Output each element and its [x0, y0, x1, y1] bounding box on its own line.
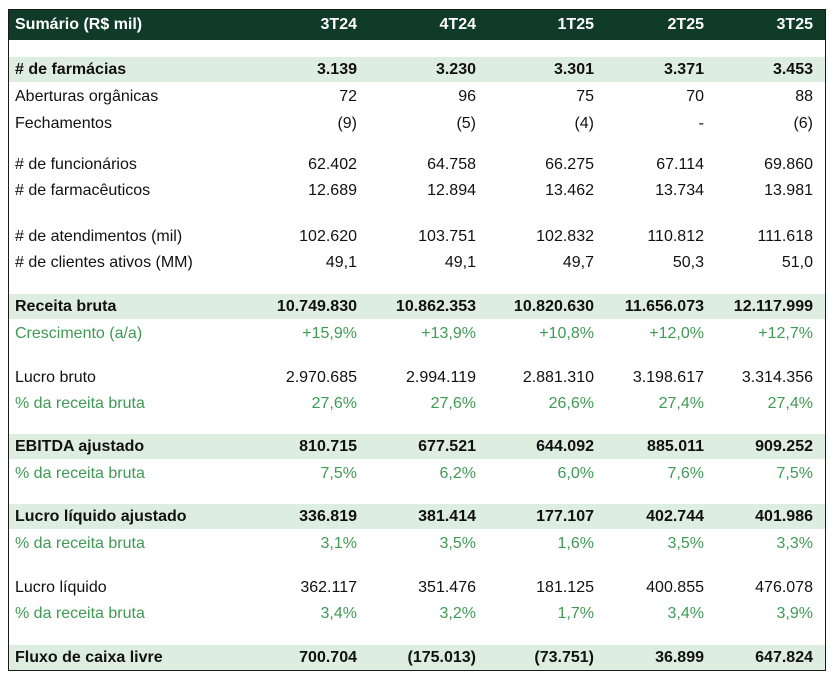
row-value: 401.986 [755, 507, 813, 525]
period-header: 1T25 [557, 16, 594, 33]
row-gross-revenue [9, 294, 825, 319]
row-value: 362.117 [300, 578, 357, 596]
row-value: +12,7% [758, 324, 813, 342]
row-label: Fluxo de caixa livre [15, 648, 163, 666]
row-value: 13.981 [764, 181, 813, 199]
row-free-cash-flow [9, 645, 825, 670]
row-value: (9) [337, 114, 357, 132]
row-label: Crescimento (a/a) [15, 324, 143, 342]
row-value: 3,1% [320, 534, 357, 552]
row-value: 64.758 [427, 155, 476, 173]
row-value: 96 [458, 87, 476, 105]
row-value: 66.275 [545, 155, 594, 173]
row-growth [9, 321, 825, 346]
row-adjusted-ebitda [9, 434, 825, 459]
row-value: (6) [793, 114, 813, 132]
row-value: 2.970.685 [285, 368, 357, 386]
row-value: 3.453 [772, 60, 813, 78]
row-value: 402.744 [646, 507, 704, 525]
row-value: 3.314.356 [741, 368, 813, 386]
row-value: 67.114 [656, 155, 704, 173]
row-value: 70 [686, 87, 704, 105]
row-value: - [698, 114, 704, 132]
row-ebitda-margin [9, 461, 825, 486]
row-value: 72 [339, 87, 357, 105]
row-label: # de farmacêuticos [15, 181, 151, 199]
row-label: Lucro líquido [15, 578, 107, 596]
row-gross-margin [9, 391, 825, 416]
row-label: Aberturas orgânicas [15, 87, 159, 105]
row-active-clients [9, 250, 825, 275]
row-value: 12.117.999 [733, 297, 813, 315]
row-value: 3.301 [553, 60, 594, 78]
row-adjusted-net-income [9, 504, 825, 529]
row-value: 27,4% [767, 394, 813, 412]
row-openings [9, 84, 825, 109]
row-value: 102.620 [299, 227, 357, 245]
row-pharmacies [9, 57, 825, 82]
row-value: 12.689 [308, 181, 357, 199]
row-value: 10.862.353 [395, 297, 476, 315]
row-value: 10.749.830 [276, 297, 357, 315]
row-value: 3.371 [663, 60, 704, 78]
row-value: 177.107 [536, 507, 594, 525]
row-value: 7,5% [320, 464, 357, 482]
row-value: 11.656.073 [624, 297, 704, 315]
row-value: 75 [576, 87, 594, 105]
row-value: 909.252 [755, 437, 813, 455]
row-value: 3,9% [776, 604, 813, 622]
row-net-margin [9, 601, 825, 626]
row-net-income [9, 575, 825, 600]
row-value: 2.881.310 [522, 368, 594, 386]
row-adjusted-net-margin [9, 531, 825, 556]
row-pharmacists [9, 178, 825, 203]
period-header: 2T25 [667, 16, 704, 33]
row-value: 62.402 [308, 155, 357, 173]
row-value: 1,6% [557, 534, 594, 552]
row-value: 3,5% [439, 534, 476, 552]
row-value: +12,0% [649, 324, 704, 342]
row-value: 3,5% [667, 534, 704, 552]
row-value: 111.618 [757, 227, 813, 245]
row-value: 26,6% [548, 394, 594, 412]
row-label: % da receita bruta [15, 604, 145, 622]
row-label: Receita bruta [15, 297, 117, 315]
row-value: 677.521 [418, 437, 476, 455]
row-value: 885.011 [647, 437, 704, 455]
row-label: EBITDA ajustado [15, 437, 145, 455]
row-value: (73.751) [534, 648, 594, 666]
row-value: 3.139 [316, 60, 357, 78]
row-value: 336.819 [299, 507, 357, 525]
row-value: 2.994.119 [406, 368, 476, 386]
row-value: +13,9% [421, 324, 476, 342]
row-value: 3,3% [776, 534, 813, 552]
row-value: 644.092 [536, 437, 594, 455]
row-value: 49,1 [444, 253, 476, 271]
row-value: +15,9% [302, 324, 357, 342]
row-value: (5) [456, 114, 476, 132]
row-label: # de atendimentos (mil) [15, 227, 183, 245]
row-services [9, 224, 825, 249]
row-value: 69.860 [764, 155, 813, 173]
summary-table [8, 9, 826, 671]
row-value: 12.894 [427, 181, 476, 199]
row-value: 7,6% [667, 464, 704, 482]
period-header: 4T24 [439, 16, 476, 33]
row-value: 13.462 [545, 181, 594, 199]
row-value: 7,5% [776, 464, 813, 482]
row-value: 36.899 [655, 648, 704, 666]
row-label: % da receita bruta [15, 534, 145, 552]
row-employees [9, 152, 825, 177]
row-value: 1,7% [557, 604, 594, 622]
row-value: 810.715 [299, 437, 357, 455]
row-label: % da receita bruta [15, 464, 145, 482]
row-value: +10,8% [539, 324, 594, 342]
row-label: Lucro líquido ajustado [15, 507, 187, 525]
row-closings [9, 111, 825, 136]
row-value: 476.078 [755, 578, 813, 596]
row-value: 102.832 [536, 227, 594, 245]
row-label: # de farmácias [15, 60, 127, 78]
row-value: 13.734 [655, 181, 704, 199]
row-value: 6,0% [557, 464, 594, 482]
row-value: 181.125 [536, 578, 594, 596]
row-value: 6,2% [439, 464, 476, 482]
row-value: 3,4% [667, 604, 704, 622]
table-title: Sumário (R$ mil) [15, 16, 143, 33]
row-value: 103.751 [418, 227, 476, 245]
row-value: 400.855 [646, 578, 704, 596]
row-value: 3.198.617 [632, 368, 704, 386]
row-label: Lucro bruto [15, 368, 96, 386]
period-header: 3T25 [776, 16, 813, 33]
row-value: 647.824 [755, 648, 813, 666]
table-header [9, 10, 825, 40]
row-value: 381.414 [418, 507, 476, 525]
row-value: 88 [795, 87, 813, 105]
row-value: 27,6% [430, 394, 476, 412]
row-value: 351.476 [418, 578, 476, 596]
row-value: 49,7 [562, 253, 594, 271]
row-value: 27,4% [658, 394, 704, 412]
row-value: 10.820.630 [513, 297, 594, 315]
row-value: 700.704 [299, 648, 357, 666]
row-value: 3,4% [320, 604, 357, 622]
row-value: 3.230 [435, 60, 476, 78]
period-header: 3T24 [320, 16, 357, 33]
row-value: 3,2% [439, 604, 476, 622]
row-value: 27,6% [311, 394, 357, 412]
row-label: Fechamentos [15, 114, 112, 132]
row-value: 51,0 [781, 253, 813, 271]
row-value: 49,1 [325, 253, 357, 271]
row-value: 50,3 [672, 253, 704, 271]
row-value: (175.013) [407, 648, 476, 666]
row-gross-profit [9, 365, 825, 390]
row-value: 110.812 [647, 227, 704, 245]
row-label: % da receita bruta [15, 394, 145, 412]
row-label: # de funcionários [15, 155, 137, 173]
row-label: # de clientes ativos (MM) [15, 253, 193, 271]
row-value: (4) [574, 114, 594, 132]
